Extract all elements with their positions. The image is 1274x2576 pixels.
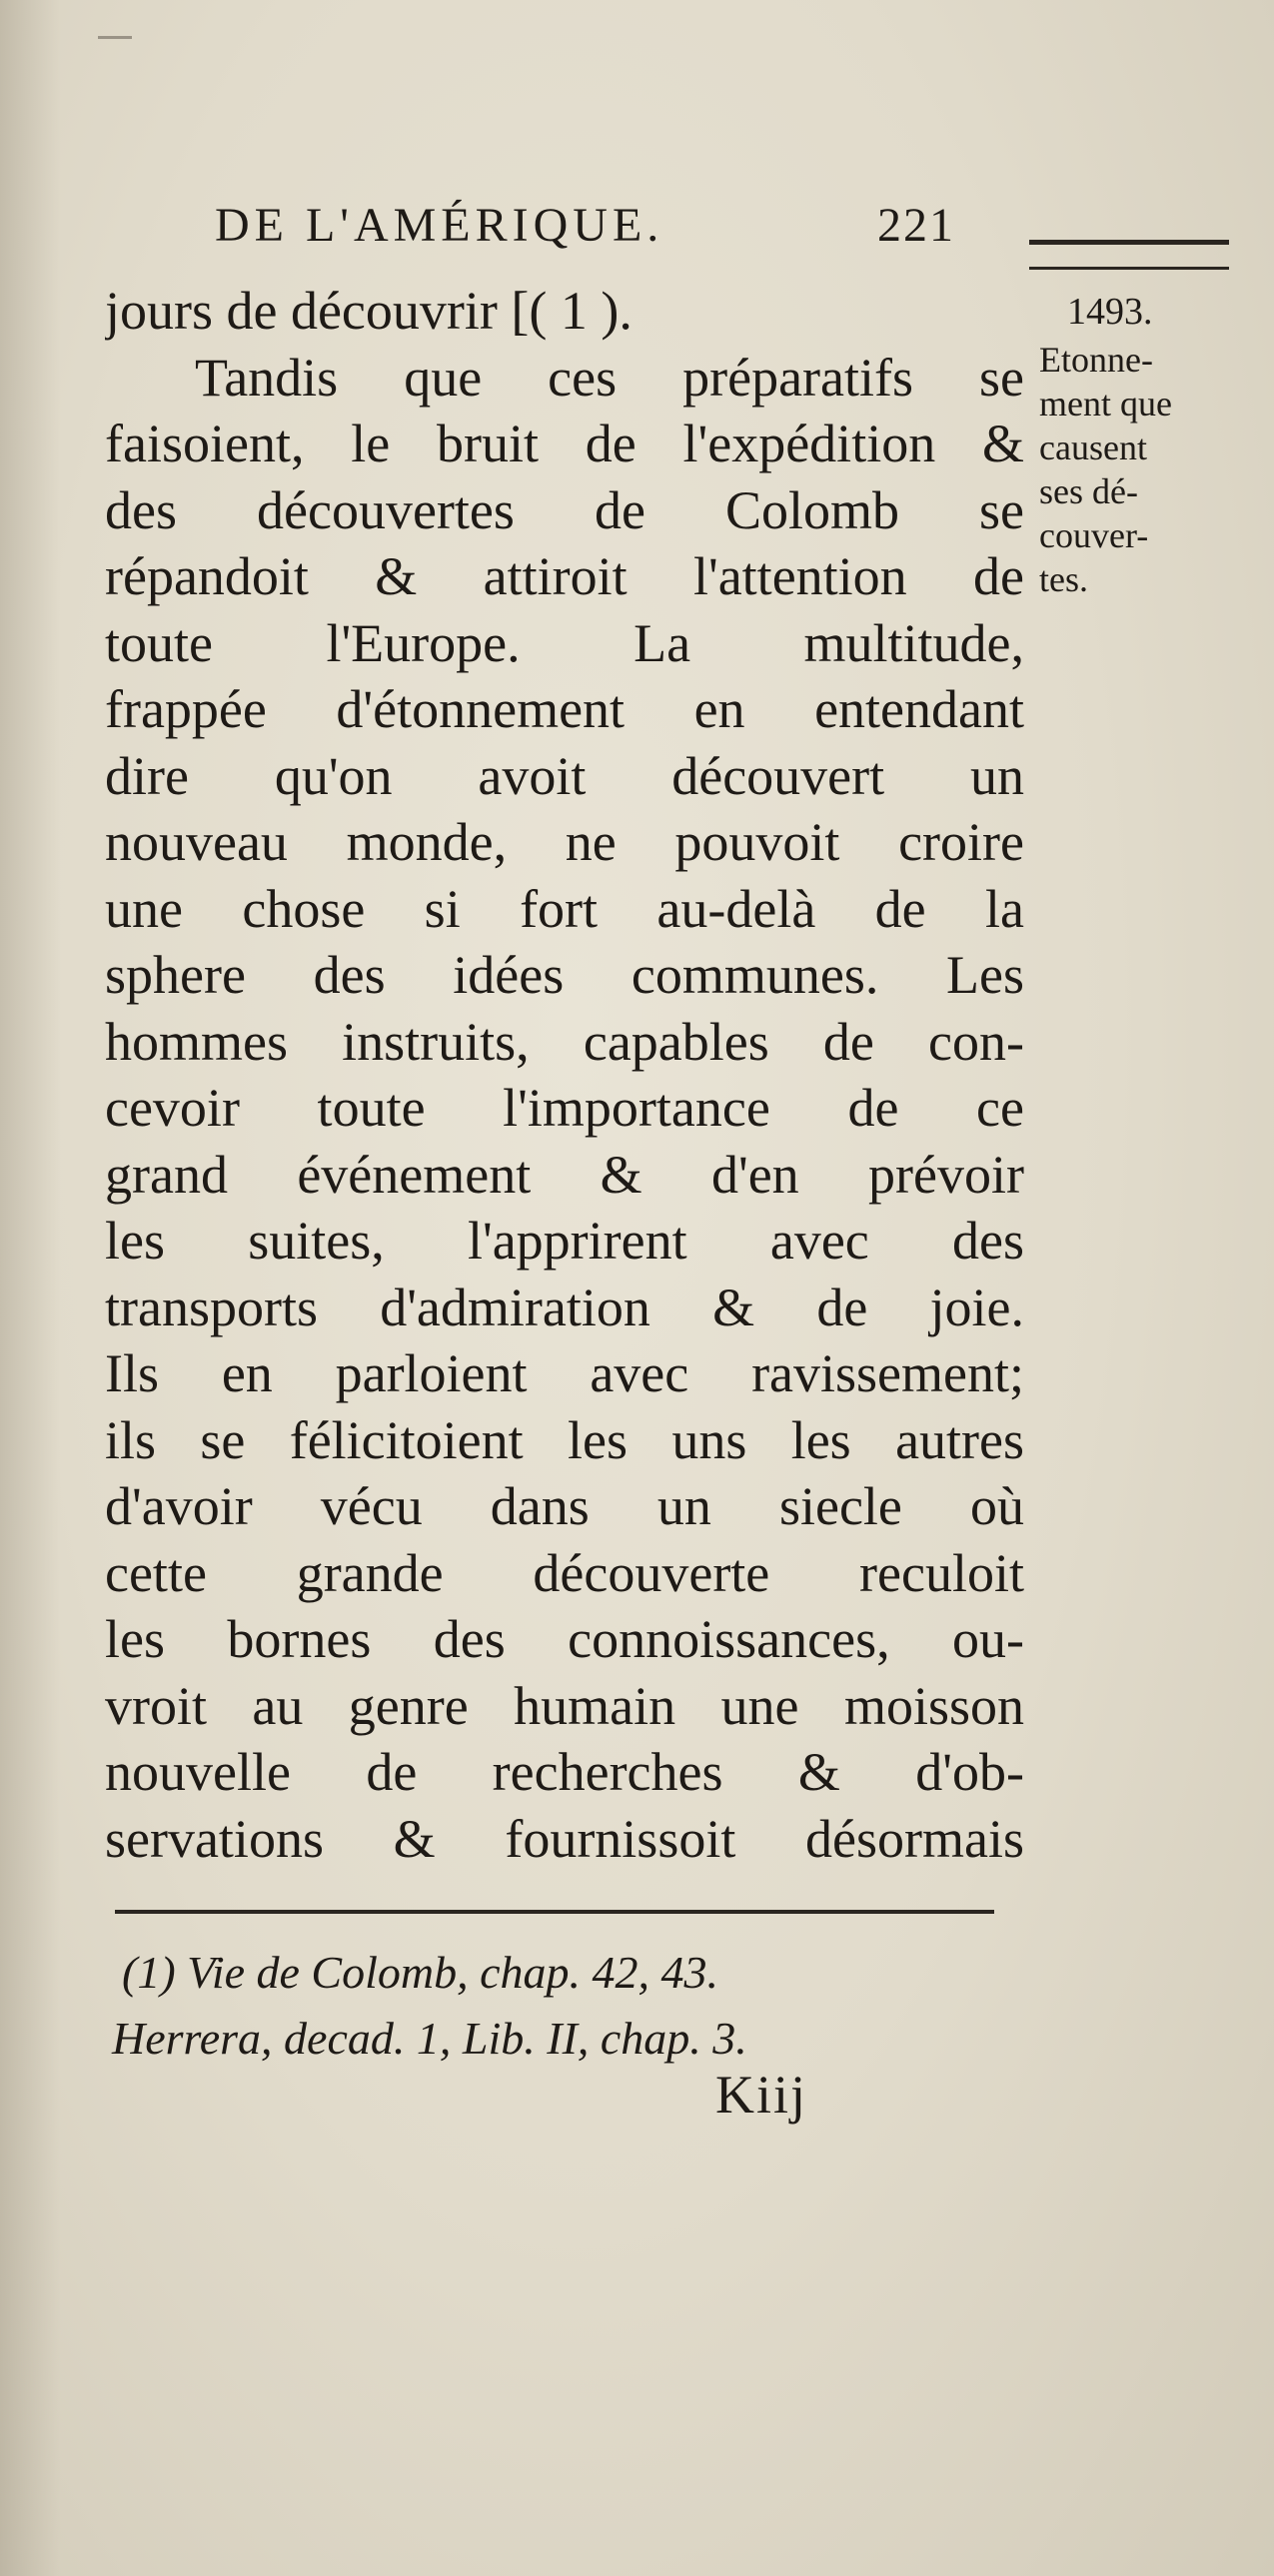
margin-note [1039,290,1249,601]
text-line: cette grande découverte reculoit [105,1542,1024,1603]
running-head [215,198,1014,268]
text-line: faisoient, le bruit de l'expédition & [105,414,1024,473]
footnote-rule [115,1910,994,1914]
text-line: sphere des idées communes. Les [105,945,1024,1005]
text-line: cevoir toute l'importance de ce [105,1078,1024,1138]
text-line: nouvelle de recherches & d'ob- [105,1742,1024,1802]
text-line: jours de découvrir [( 1 ). [105,281,633,341]
text-line: toute l'Europe. La multitude, [105,612,1024,673]
text-line: frappée d'étonnement en entendant [105,679,1024,739]
margin-note-line: ses dé- [1039,471,1138,511]
margin-note-line: ment que [1039,384,1172,424]
gutter-shadow [0,0,60,2576]
footnote [112,1940,1021,2072]
footnote-line: (1) Vie de Colomb, chap. 42, 43. [122,1947,719,1998]
ink-mark [98,36,132,39]
text-line: vroit au genre humain une moisson [105,1675,1024,1736]
text-line: ils se félicitoient les uns les autres [105,1409,1024,1470]
margin-note-line: couver- [1039,515,1149,555]
page-number: 221 [877,199,955,252]
running-title: DE L'AMÉRIQUE. [215,199,664,252]
margin-note-line: causent [1039,428,1147,467]
text-line: d'avoir vécu dans un siecle où [105,1476,1024,1536]
text-line: les suites, l'apprirent avec des [105,1211,1024,1271]
text-line: Ils en parloient avec ravissement; [105,1343,1024,1403]
text-line: les bornes des connoissances, ou- [105,1609,1024,1669]
margin-year: 1493. [1067,291,1153,333]
text-line: des découvertes de Colomb se [105,479,1024,540]
signature-mark: Kiij [715,2065,808,2125]
margin-note-line: tes. [1039,559,1088,599]
margin-note-line: Etonne- [1039,340,1153,380]
text-line: nouveau monde, ne pouvoit croire [105,812,1024,872]
body-text [105,278,1024,1872]
text-line: servations & fournissoit désormais [105,1808,1024,1869]
text-line: grand événement & d'en prévoir [105,1144,1024,1205]
text-line: une chose si fort au-delà de la [105,878,1024,939]
text-line: dire qu'on avoit découvert un [105,745,1024,806]
header-rule [1029,240,1229,270]
footnote-line: Herrera, decad. 1, Lib. II, chap. 3. [112,2013,747,2064]
text-line: répandoit & attiroit l'attention de [105,546,1024,606]
text-line: hommes instruits, capables de con- [105,1011,1024,1072]
text-line: transports d'admiration & de joie. [105,1277,1024,1337]
text-line: Tandis que ces préparatifs se [195,347,1024,408]
